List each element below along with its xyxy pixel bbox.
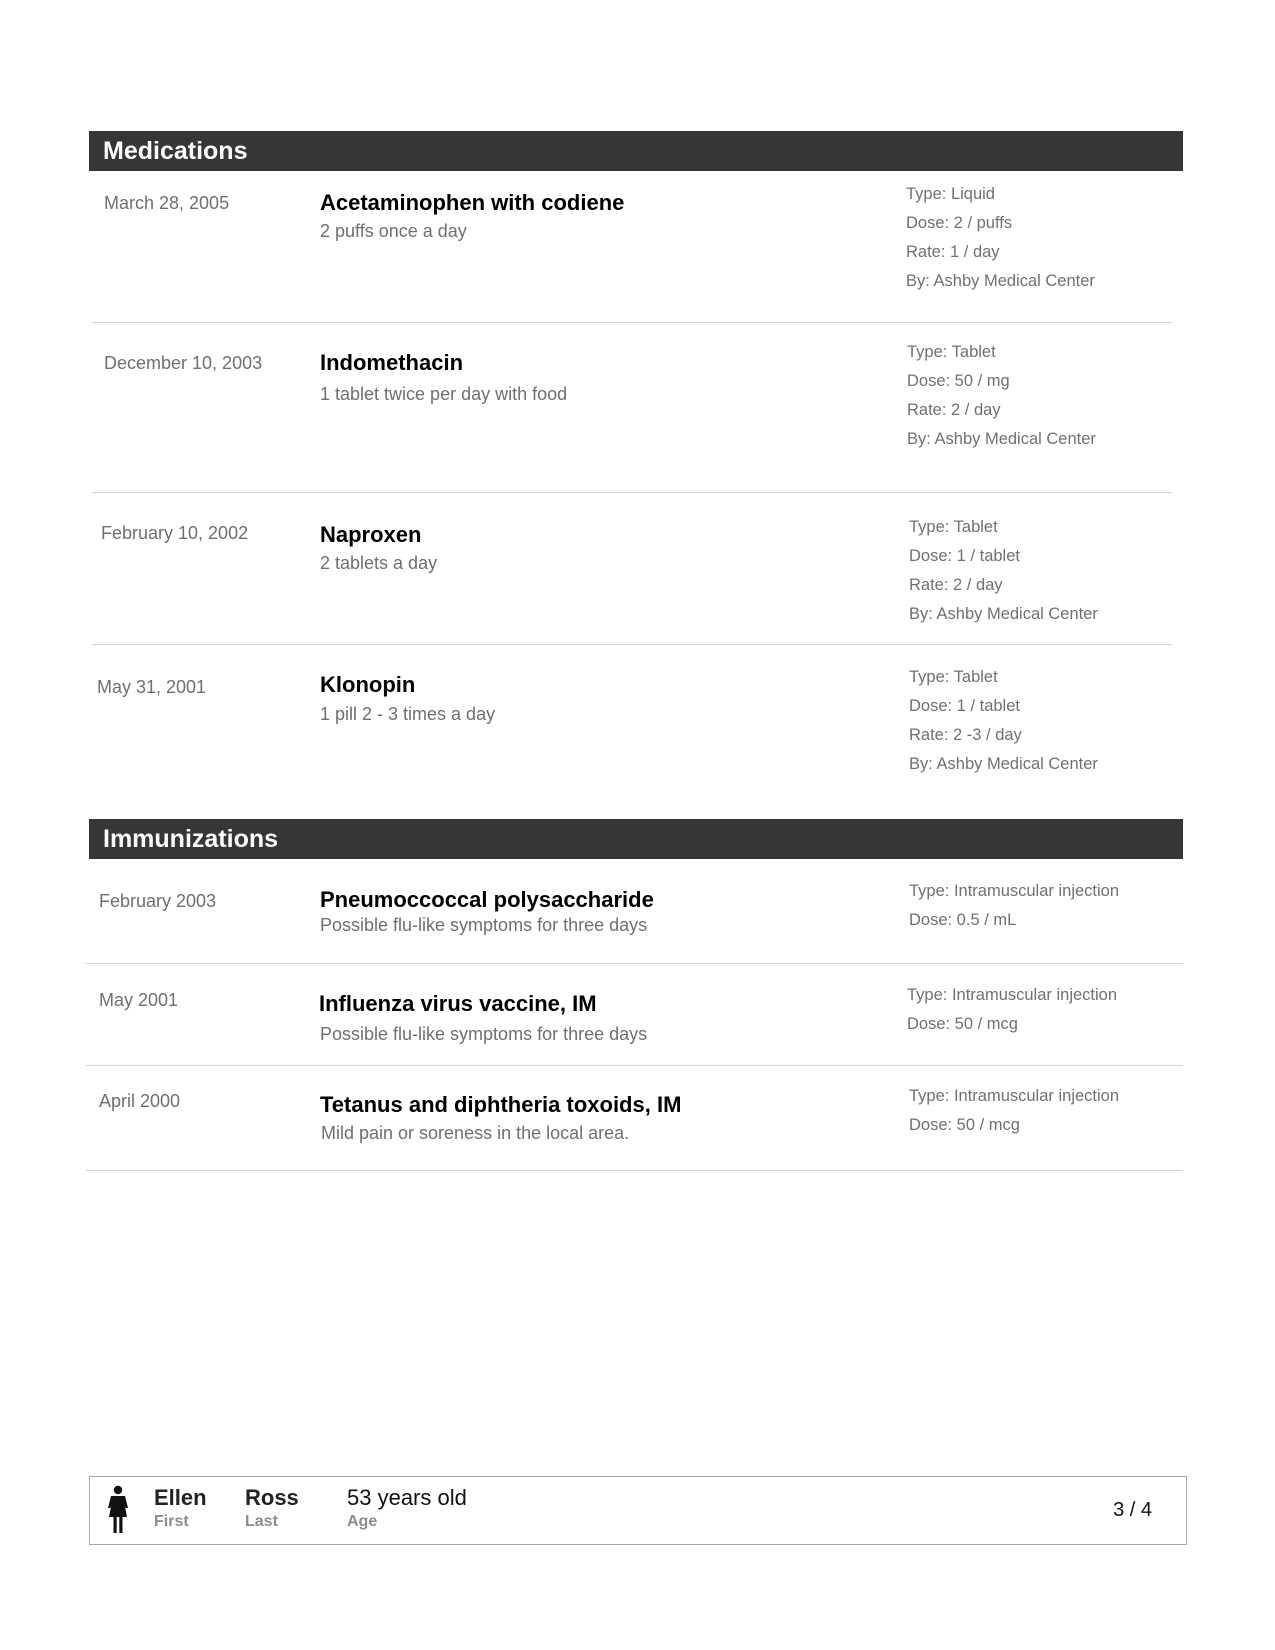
medications-section-header: Medications — [89, 131, 1183, 171]
divider — [92, 644, 1172, 645]
medication-description: 2 tablets a day — [320, 553, 438, 573]
last-name: Ross — [245, 1485, 299, 1510]
divider — [86, 1065, 1183, 1066]
immunization-dose: Dose: 50 / mcg — [909, 1116, 1020, 1134]
divider — [86, 963, 1183, 964]
medication-date: May 31, 2001 — [97, 677, 207, 697]
medication-date: December 10, 2003 — [104, 353, 263, 373]
medication-dose: Dose: 50 / mg — [907, 372, 1010, 390]
medication-rate: Rate: 2 / day — [907, 401, 1001, 419]
medication-type: Type: Tablet — [909, 518, 998, 536]
medication-type: Type: Tablet — [909, 668, 998, 686]
medication-dose: Dose: 2 / puffs — [906, 214, 1013, 232]
medication-name: Naproxen — [320, 522, 422, 547]
divider — [86, 1170, 1183, 1171]
immunization-type: Type: Intramuscular injection — [907, 986, 1118, 1004]
last-name-label: Last — [245, 1513, 278, 1530]
first-name-field — [154, 1485, 207, 1533]
immunization-date: February 2003 — [99, 891, 217, 911]
medication-prescriber: By: Ashby Medical Center — [906, 272, 1095, 290]
medication-description: 2 puffs once a day — [320, 221, 467, 241]
immunization-description: Possible flu-like symptoms for three days — [320, 915, 648, 935]
medication-description: 1 pill 2 - 3 times a day — [320, 704, 496, 724]
immunization-dose: Dose: 50 / mcg — [907, 1015, 1018, 1033]
immunization-type: Type: Intramuscular injection — [909, 882, 1120, 900]
medication-type: Type: Liquid — [906, 185, 995, 203]
age-label: Age — [347, 1513, 378, 1530]
medication-dose: Dose: 1 / tablet — [909, 697, 1020, 715]
immunization-description: Possible flu-like symptoms for three days — [320, 1024, 648, 1044]
first-name: Ellen — [154, 1485, 207, 1510]
immunization-name: Pneumoccoccal polysaccharide — [320, 887, 654, 912]
immunization-type: Type: Intramuscular injection — [909, 1087, 1120, 1105]
medication-name: Klonopin — [320, 672, 416, 697]
immunizations-section-header: Immunizations — [89, 819, 1183, 859]
immunization-description: Mild pain or soreness in the local area. — [321, 1123, 630, 1143]
medication-details — [909, 663, 1098, 779]
first-name-label: First — [154, 1513, 189, 1530]
medication-date: March 28, 2005 — [104, 193, 230, 213]
age-field — [347, 1485, 467, 1533]
patient-footer — [89, 1476, 1187, 1545]
medication-prescriber: By: Ashby Medical Center — [909, 755, 1098, 773]
divider — [92, 492, 1172, 493]
medication-rate: Rate: 2 -3 / day — [909, 726, 1022, 744]
medication-prescriber: By: Ashby Medical Center — [907, 430, 1096, 448]
medication-rate: Rate: 2 / day — [909, 576, 1003, 594]
immunization-name: Tetanus and diphtheria toxoids, IM — [320, 1092, 682, 1117]
medication-name: Indomethacin — [320, 350, 464, 375]
medication-rate: Rate: 1 / day — [906, 243, 1000, 261]
medication-dose: Dose: 1 / tablet — [909, 547, 1020, 565]
page-indicator: 3 / 4 — [1113, 1499, 1152, 1521]
medication-prescriber: By: Ashby Medical Center — [909, 605, 1098, 623]
medication-name: Acetaminophen with codiene — [320, 190, 625, 215]
immunization-details — [909, 1082, 1119, 1140]
immunization-details — [909, 877, 1119, 935]
medication-date: February 10, 2002 — [101, 523, 249, 543]
immunization-date: April 2000 — [99, 1091, 181, 1111]
medication-details — [909, 513, 1098, 629]
female-person-icon — [106, 1485, 130, 1535]
medication-details — [906, 180, 1095, 296]
last-name-field — [245, 1485, 299, 1533]
divider — [92, 322, 1172, 323]
immunization-date: May 2001 — [99, 990, 179, 1010]
immunization-details — [907, 981, 1117, 1039]
immunization-name: Influenza virus vaccine, IM — [319, 991, 597, 1016]
age-value: 53 years old — [347, 1485, 467, 1510]
medication-description: 1 tablet twice per day with food — [320, 384, 568, 404]
medication-type: Type: Tablet — [907, 343, 996, 361]
immunization-dose: Dose: 0.5 / mL — [909, 911, 1017, 929]
medication-details — [907, 338, 1096, 454]
